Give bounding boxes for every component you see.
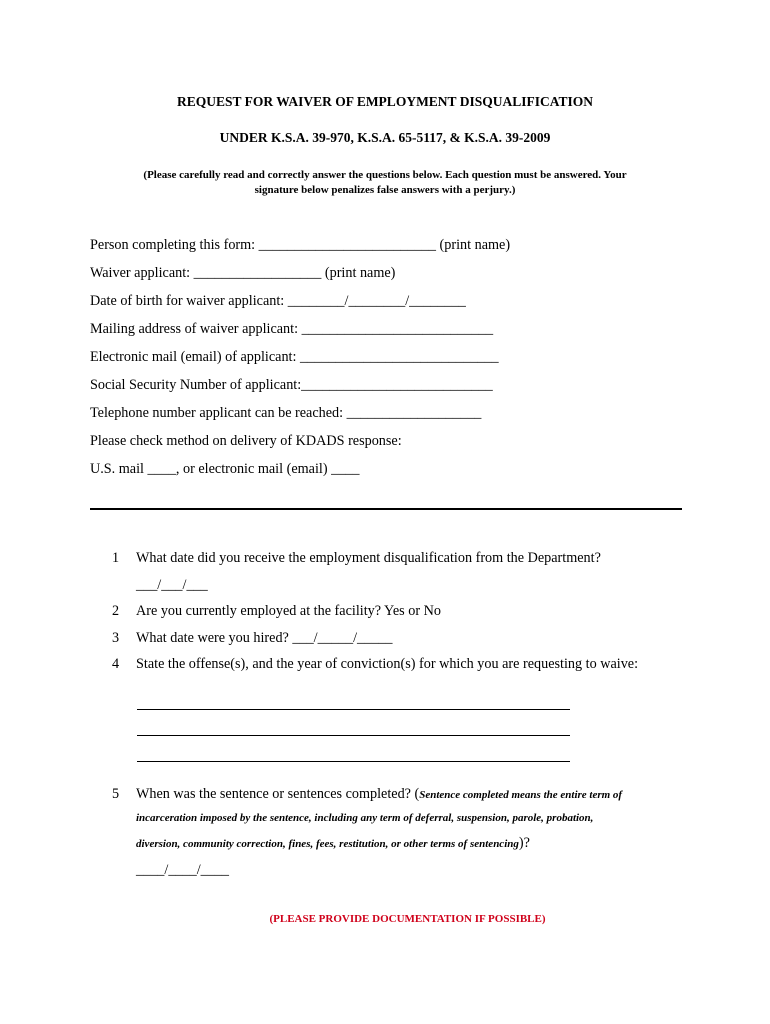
delivery-method-options[interactable]: U.S. mail ____, or electronic mail (email) ____	[90, 461, 360, 477]
question-1-text: What date did you receive the employment disqualification from the Department?	[136, 550, 601, 566]
question-1-answer[interactable]: ___/___/___	[136, 577, 208, 593]
mailing-address-field[interactable]: Mailing address of waiver applicant: ___________________________	[90, 321, 494, 337]
documentation-note: (PLEASE PROVIDE DOCUMENTATION IF POSSIBLE)	[269, 913, 546, 925]
question-3-text[interactable]: What date were you hired? ___/_____/_____	[136, 630, 393, 646]
form-title: REQUEST FOR WAIVER OF EMPLOYMENT DISQUALIFICATION	[177, 94, 593, 109]
question-3-number: 3	[112, 630, 120, 646]
question-5-text	[136, 786, 622, 803]
instruction-line-2: signature below penalizes false answers with a perjury.)	[254, 184, 516, 196]
question-2-text[interactable]: Are you currently employed at the facility? Yes or No	[136, 603, 441, 619]
ssn-field[interactable]: Social Security Number of applicant:___________________________	[90, 377, 493, 393]
waiver-applicant-field[interactable]: Waiver applicant: __________________ (print name)	[90, 265, 396, 281]
question-4-text: State the offense(s), and the year of conviction(s) for which you are requesting to waive:	[136, 656, 639, 672]
form-subtitle: UNDER K.S.A. 39-970, K.S.A. 65-5117, & K.S.A. 39-2009	[219, 130, 551, 145]
offense-answer-line-1[interactable]	[137, 709, 570, 710]
delivery-method-label: Please check method on delivery of KDADS response:	[90, 433, 402, 449]
question-5-definition-3-text: diversion, community correction, fines, fees, restitution, or other terms of sentencing	[136, 838, 519, 850]
offense-answer-line-3[interactable]	[137, 761, 570, 762]
instruction-line-1: (Please carefully read and correctly answer the questions below. Each question must be answered. Your	[143, 169, 627, 181]
question-5-definition-3	[136, 835, 530, 852]
question-2-number: 2	[112, 603, 120, 619]
person-completing-field[interactable]: Person completing this form: _________________________ (print name)	[90, 237, 511, 253]
question-4-number: 4	[112, 656, 120, 672]
question-5-definition-2: incarceration imposed by the sentence, including any term of deferral, suspension, parole, probation,	[136, 812, 594, 824]
question-5-definition-1: Sentence completed means the entire term of	[419, 789, 623, 801]
telephone-field[interactable]: Telephone number applicant can be reached: ___________________	[90, 405, 482, 421]
question-5-closing: )?	[518, 835, 530, 851]
email-field[interactable]: Electronic mail (email) of applicant: ____________________________	[90, 349, 499, 365]
offense-answer-line-2[interactable]	[137, 735, 570, 736]
section-divider	[90, 508, 682, 510]
question-1-number: 1	[112, 550, 120, 566]
question-5-main: When was the sentence or sentences completed? (	[136, 786, 420, 802]
question-5-answer[interactable]: ____/____/____	[136, 862, 230, 878]
question-5-number: 5	[112, 786, 120, 802]
date-of-birth-field[interactable]: Date of birth for waiver applicant: ________/________/________	[90, 293, 466, 309]
